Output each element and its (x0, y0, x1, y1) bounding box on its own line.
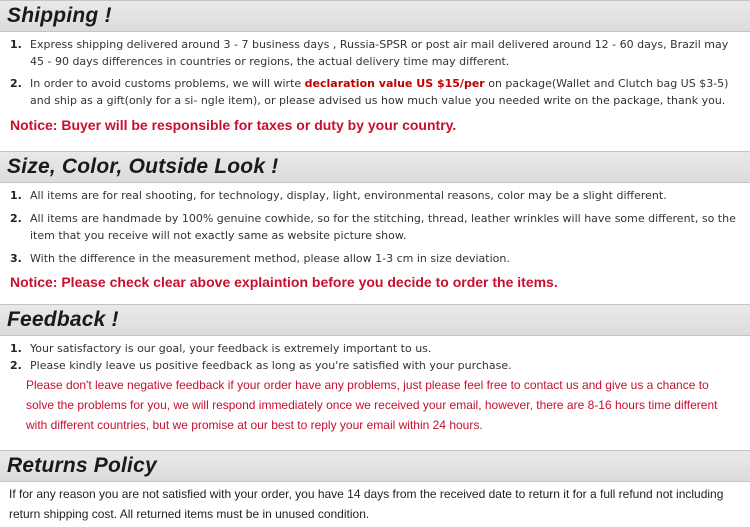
size-item-1 (10, 187, 740, 204)
item-number: 1. (10, 189, 22, 202)
item-text: Express shipping delivered around 3 - 7 business days , Russia-SPSR or post air mail delivered around 12 - 60 days, Brazil may 45 - 90 days differences in countries or regions, the actual delivery time may different. (30, 38, 729, 68)
shipping-header (0, 0, 750, 32)
feedback-red-notice: Please don't leave negative feedback if your order have any problems, just please feel free to contact us and give us a chance to solve the problems for you, we will respond immediately once we received your email, however, there are 8-16 hours time different with different countries, but we promise at our best to reply your email within 24 hours. (26, 378, 718, 432)
item-text: With the difference in the measurement method, please allow 1-3 cm in size deviation. (30, 252, 510, 265)
feedback-item-1 (10, 340, 740, 357)
item-text (30, 75, 740, 109)
returns-title: Returns Policy (7, 454, 157, 477)
item-text: Please kindly leave us positive feedback as long as you're satisfied with your purchase. (30, 359, 512, 372)
returns-section (0, 450, 750, 524)
feedback-item-2 (10, 357, 740, 374)
shipping-item-1 (10, 36, 740, 70)
shipping-title: Shipping ! (7, 4, 112, 27)
size-color-header (0, 151, 750, 183)
item-number: 3. (10, 252, 22, 265)
size-notice: Notice: Please check clear above explaintion before you decide to order the items. (10, 274, 558, 290)
size-item-2 (10, 210, 740, 244)
size-color-title: Size, Color, Outside Look ! (7, 155, 279, 178)
item-number: 2. (10, 212, 22, 225)
returns-header (0, 450, 750, 482)
shipping-section (0, 0, 750, 135)
shipping-item-2 (10, 75, 740, 109)
feedback-section (0, 304, 750, 435)
size-item-3 (10, 250, 740, 267)
item-text-post: on package(Wallet and Clutch bag US $3-5) and ship as a gift(only for a si- ngle item), or please advised us how much value you needed write on the package, thank you. (30, 77, 729, 107)
size-color-section (0, 151, 750, 292)
feedback-header (0, 304, 750, 336)
item-text: Your satisfactory is our goal, your feedback is extremely important to us. (30, 342, 432, 355)
returns-text: If for any reason you are not satisfied with your order, you have 14 days from the received date to return it for a full refund not including return shipping cost. All returned items must be in unused condition. (9, 487, 724, 521)
item-text: All items are handmade by 100% genuine cowhide, so for the stitching, thread, leather wrinkles will have some different, so the item that you receive will not exactly same as website picture show. (30, 212, 736, 242)
declaration-value-highlight: declaration value US $15/per (304, 77, 485, 90)
item-number: 2. (10, 77, 22, 90)
item-text: All items are for real shooting, for technology, display, light, environmental reasons, color may be a slight different. (30, 189, 667, 202)
feedback-title: Feedback ! (7, 308, 119, 331)
item-number: 2. (10, 359, 22, 372)
item-number: 1. (10, 38, 22, 51)
item-number: 1. (10, 342, 22, 355)
shipping-notice: Notice: Buyer will be responsible for taxes or duty by your country. (10, 117, 457, 133)
item-text-pre: In order to avoid customs problems, we will wirte (30, 77, 305, 90)
